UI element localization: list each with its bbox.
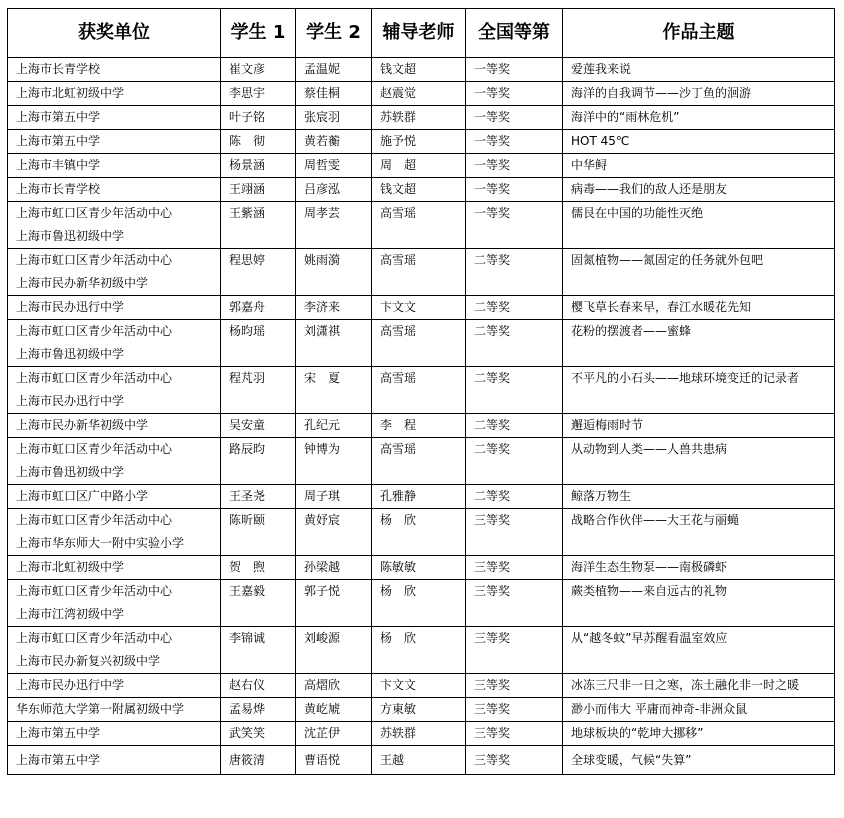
cell-award: 一等奖	[466, 154, 563, 178]
cell-student-2: 孟温妮	[296, 58, 372, 82]
unit-name: 上海市鲁迅初级中学	[16, 347, 125, 361]
cell-student-2: 钟博为	[296, 438, 372, 485]
unit-name: 上海市民办新复兴初级中学	[16, 654, 161, 668]
cell-award: 一等奖	[466, 202, 563, 249]
cell-student-2: 刘潇祺	[296, 320, 372, 367]
unit-name: 上海市虹口区青少年活动中心	[16, 631, 173, 645]
cell-teacher: 方東敏	[372, 698, 466, 722]
cell-unit	[8, 178, 221, 202]
cell-award: 三等奖	[466, 722, 563, 746]
cell-topic: 从“越冬蚊”早苏醒看温室效应	[563, 627, 835, 674]
unit-name: 上海市北虹初级中学	[16, 560, 125, 574]
cell-student-1: 吴安童	[221, 414, 296, 438]
cell-topic: 冰冻三尺非一日之寒，冻土融化非一时之暖	[563, 674, 835, 698]
cell-student-1: 贺 煦	[221, 556, 296, 580]
cell-award: 三等奖	[466, 698, 563, 722]
cell-topic: HOT 45℃	[563, 130, 835, 154]
header-national-award: 全国等第	[466, 9, 563, 58]
cell-award: 一等奖	[466, 130, 563, 154]
unit-name: 上海市第五中学	[16, 134, 101, 148]
cell-student-1: 李锦诚	[221, 627, 296, 674]
cell-award: 二等奖	[466, 320, 563, 367]
cell-award: 一等奖	[466, 106, 563, 130]
cell-teacher: 高雪瑶	[372, 367, 466, 414]
unit-name: 上海市虹口区青少年活动中心	[16, 253, 173, 267]
cell-award: 二等奖	[466, 414, 563, 438]
cell-unit	[8, 296, 221, 320]
header-unit: 获奖单位	[8, 9, 221, 58]
cell-teacher: 高雪瑶	[372, 202, 466, 249]
table-row	[8, 627, 835, 674]
unit-name: 上海市北虹初级中学	[16, 86, 125, 100]
table-row	[8, 438, 835, 485]
cell-unit	[8, 746, 221, 775]
cell-award: 二等奖	[466, 249, 563, 296]
cell-unit	[8, 556, 221, 580]
cell-teacher: 赵震觉	[372, 82, 466, 106]
unit-name: 上海市鲁迅初级中学	[16, 229, 125, 243]
cell-topic: 海洋中的“雨林危机”	[563, 106, 835, 130]
cell-student-2: 吕彦泓	[296, 178, 372, 202]
cell-award: 二等奖	[466, 485, 563, 509]
cell-award: 二等奖	[466, 367, 563, 414]
cell-student-2: 蔡佳桐	[296, 82, 372, 106]
table-row	[8, 178, 835, 202]
cell-unit	[8, 82, 221, 106]
cell-student-2: 姚雨漪	[296, 249, 372, 296]
cell-student-1: 武笑笑	[221, 722, 296, 746]
cell-student-2: 周孝芸	[296, 202, 372, 249]
cell-topic: 病毒——我们的敌人还是朋友	[563, 178, 835, 202]
cell-unit	[8, 202, 221, 249]
unit-name: 上海市虹口区青少年活动中心	[16, 324, 173, 338]
table-row	[8, 320, 835, 367]
cell-student-2: 曹语悦	[296, 746, 372, 775]
cell-student-1: 王嘉毅	[221, 580, 296, 627]
cell-topic: 全球变暖，气候“失算”	[563, 746, 835, 775]
table-row	[8, 58, 835, 82]
cell-topic: 海洋的自我调节——沙丁鱼的洄游	[563, 82, 835, 106]
cell-award: 三等奖	[466, 580, 563, 627]
table-row	[8, 414, 835, 438]
unit-name: 上海市第五中学	[16, 752, 101, 767]
cell-teacher: 高雪瑶	[372, 438, 466, 485]
cell-award: 二等奖	[466, 438, 563, 485]
cell-student-1: 郭嘉舟	[221, 296, 296, 320]
cell-topic: 樱飞草长春来早，春江水暖花先知	[563, 296, 835, 320]
cell-student-1: 唐筱清	[221, 746, 296, 775]
cell-student-2: 孔纪元	[296, 414, 372, 438]
unit-name: 上海市江湾初级中学	[16, 607, 125, 621]
cell-award: 三等奖	[466, 674, 563, 698]
cell-unit	[8, 249, 221, 296]
cell-student-1: 陈昕颐	[221, 509, 296, 556]
cell-student-2: 沈芷伊	[296, 722, 372, 746]
table-row	[8, 249, 835, 296]
unit-name: 上海市长青学校	[16, 62, 101, 76]
table-row	[8, 485, 835, 509]
cell-topic: 鲸落万物生	[563, 485, 835, 509]
unit-name: 上海市虹口区青少年活动中心	[16, 371, 173, 385]
cell-student-1: 杨昀瑶	[221, 320, 296, 367]
unit-name: 上海市虹口区青少年活动中心	[16, 513, 173, 527]
table-row	[8, 106, 835, 130]
unit-name: 上海市民办新华初级中学	[16, 418, 149, 432]
cell-teacher: 杨 欣	[372, 627, 466, 674]
cell-unit	[8, 130, 221, 154]
cell-student-2: 黄若蘅	[296, 130, 372, 154]
table-row	[8, 367, 835, 414]
cell-student-2: 孙梁越	[296, 556, 372, 580]
cell-student-2: 周哲雯	[296, 154, 372, 178]
cell-student-2: 黄妤宸	[296, 509, 372, 556]
cell-unit	[8, 106, 221, 130]
header-student-2: 学生 2	[296, 9, 372, 58]
cell-student-1: 路辰昀	[221, 438, 296, 485]
cell-unit	[8, 320, 221, 367]
cell-unit	[8, 627, 221, 674]
unit-name: 上海市民办新华初级中学	[16, 276, 149, 290]
header-topic: 作品主题	[563, 9, 835, 58]
cell-student-2: 周子琪	[296, 485, 372, 509]
unit-name: 上海市华东师大一附中实验小学	[16, 536, 185, 550]
cell-unit	[8, 485, 221, 509]
unit-name: 上海市长青学校	[16, 182, 101, 196]
cell-topic: 蕨类植物——来自远古的礼物	[563, 580, 835, 627]
cell-student-1: 王翊涵	[221, 178, 296, 202]
cell-unit	[8, 154, 221, 178]
cell-student-1: 王紫涵	[221, 202, 296, 249]
unit-name: 上海市第五中学	[16, 726, 101, 740]
cell-unit	[8, 580, 221, 627]
cell-topic: 花粉的摆渡者——蜜蜂	[563, 320, 835, 367]
cell-award: 一等奖	[466, 58, 563, 82]
cell-teacher: 苏轶群	[372, 106, 466, 130]
cell-student-1: 赵右仪	[221, 674, 296, 698]
cell-unit	[8, 509, 221, 556]
cell-teacher: 周 超	[372, 154, 466, 178]
table-row	[8, 82, 835, 106]
unit-name: 上海市虹口区广中路小学	[16, 489, 149, 503]
cell-student-1: 李思宇	[221, 82, 296, 106]
cell-award: 三等奖	[466, 556, 563, 580]
cell-topic: 不平凡的小石头——地球环境变迁的记录者	[563, 367, 835, 414]
cell-teacher: 王越	[372, 746, 466, 775]
cell-teacher: 施予悦	[372, 130, 466, 154]
cell-teacher: 钱文超	[372, 178, 466, 202]
cell-teacher: 孔雅静	[372, 485, 466, 509]
unit-name: 上海市第五中学	[16, 110, 101, 124]
awards-table	[7, 8, 835, 775]
cell-topic: 从动物到人类——人兽共患病	[563, 438, 835, 485]
unit-name: 上海市民办迅行中学	[16, 394, 125, 408]
cell-unit	[8, 698, 221, 722]
cell-teacher: 陈敏敏	[372, 556, 466, 580]
cell-unit	[8, 674, 221, 698]
table-row	[8, 296, 835, 320]
unit-name: 上海市虹口区青少年活动中心	[16, 584, 173, 598]
cell-teacher: 钱文超	[372, 58, 466, 82]
cell-teacher: 卞文文	[372, 296, 466, 320]
table-row	[8, 556, 835, 580]
table-row	[8, 746, 835, 775]
table-row	[8, 509, 835, 556]
cell-teacher: 高雪瑶	[372, 249, 466, 296]
header-student-1: 学生 1	[221, 9, 296, 58]
table-row	[8, 130, 835, 154]
cell-unit	[8, 58, 221, 82]
unit-name: 上海市鲁迅初级中学	[16, 465, 125, 479]
cell-unit	[8, 722, 221, 746]
cell-student-2: 张宸羽	[296, 106, 372, 130]
cell-student-1: 程思婷	[221, 249, 296, 296]
cell-student-1: 叶子铭	[221, 106, 296, 130]
table-row	[8, 722, 835, 746]
cell-student-1: 陈 彻	[221, 130, 296, 154]
cell-award: 三等奖	[466, 627, 563, 674]
cell-teacher: 高雪瑶	[372, 320, 466, 367]
cell-student-2: 黄屹虓	[296, 698, 372, 722]
unit-name: 上海市虹口区青少年活动中心	[16, 442, 173, 456]
cell-student-1: 程芃羽	[221, 367, 296, 414]
cell-award: 一等奖	[466, 82, 563, 106]
unit-name: 华东师范大学第一附属初级中学	[16, 702, 185, 716]
cell-topic: 儒艮在中国的功能性灭绝	[563, 202, 835, 249]
header-row	[8, 9, 835, 58]
cell-student-1: 崔文彦	[221, 58, 296, 82]
cell-student-1: 孟易烨	[221, 698, 296, 722]
unit-name: 上海市民办迅行中学	[16, 678, 125, 692]
cell-student-2: 郭子悦	[296, 580, 372, 627]
table-row	[8, 154, 835, 178]
cell-topic: 邂逅梅雨时节	[563, 414, 835, 438]
table-row	[8, 202, 835, 249]
header-teacher: 辅导老师	[372, 9, 466, 58]
cell-topic: 地球板块的“乾坤大挪移”	[563, 722, 835, 746]
cell-topic: 爱莲我来说	[563, 58, 835, 82]
cell-award: 三等奖	[466, 746, 563, 775]
cell-unit	[8, 367, 221, 414]
table-row	[8, 698, 835, 722]
cell-topic: 固氮植物——氮固定的任务就外包吧	[563, 249, 835, 296]
cell-student-1: 王圣尧	[221, 485, 296, 509]
cell-teacher: 苏轶群	[372, 722, 466, 746]
cell-student-2: 刘峻源	[296, 627, 372, 674]
cell-award: 一等奖	[466, 178, 563, 202]
cell-award: 三等奖	[466, 509, 563, 556]
cell-award: 二等奖	[466, 296, 563, 320]
cell-teacher: 卞文文	[372, 674, 466, 698]
cell-student-2: 高熠欣	[296, 674, 372, 698]
cell-student-2: 李济来	[296, 296, 372, 320]
unit-name: 上海市虹口区青少年活动中心	[16, 206, 173, 220]
cell-unit	[8, 414, 221, 438]
cell-teacher: 杨 欣	[372, 509, 466, 556]
cell-topic: 渺小而伟大 平庸而神奇-非洲众鼠	[563, 698, 835, 722]
cell-teacher: 杨 欣	[372, 580, 466, 627]
cell-unit	[8, 438, 221, 485]
cell-student-2: 宋 夏	[296, 367, 372, 414]
cell-topic: 中华鲟	[563, 154, 835, 178]
table-row	[8, 580, 835, 627]
unit-name: 上海市丰镇中学	[16, 158, 101, 172]
cell-teacher: 李 程	[372, 414, 466, 438]
unit-name: 上海市民办迅行中学	[16, 300, 125, 314]
cell-topic: 战略合作伙伴——大王花与丽蝇	[563, 509, 835, 556]
cell-topic: 海洋生态生物泵——南极磷虾	[563, 556, 835, 580]
table-row	[8, 674, 835, 698]
cell-student-1: 杨景涵	[221, 154, 296, 178]
